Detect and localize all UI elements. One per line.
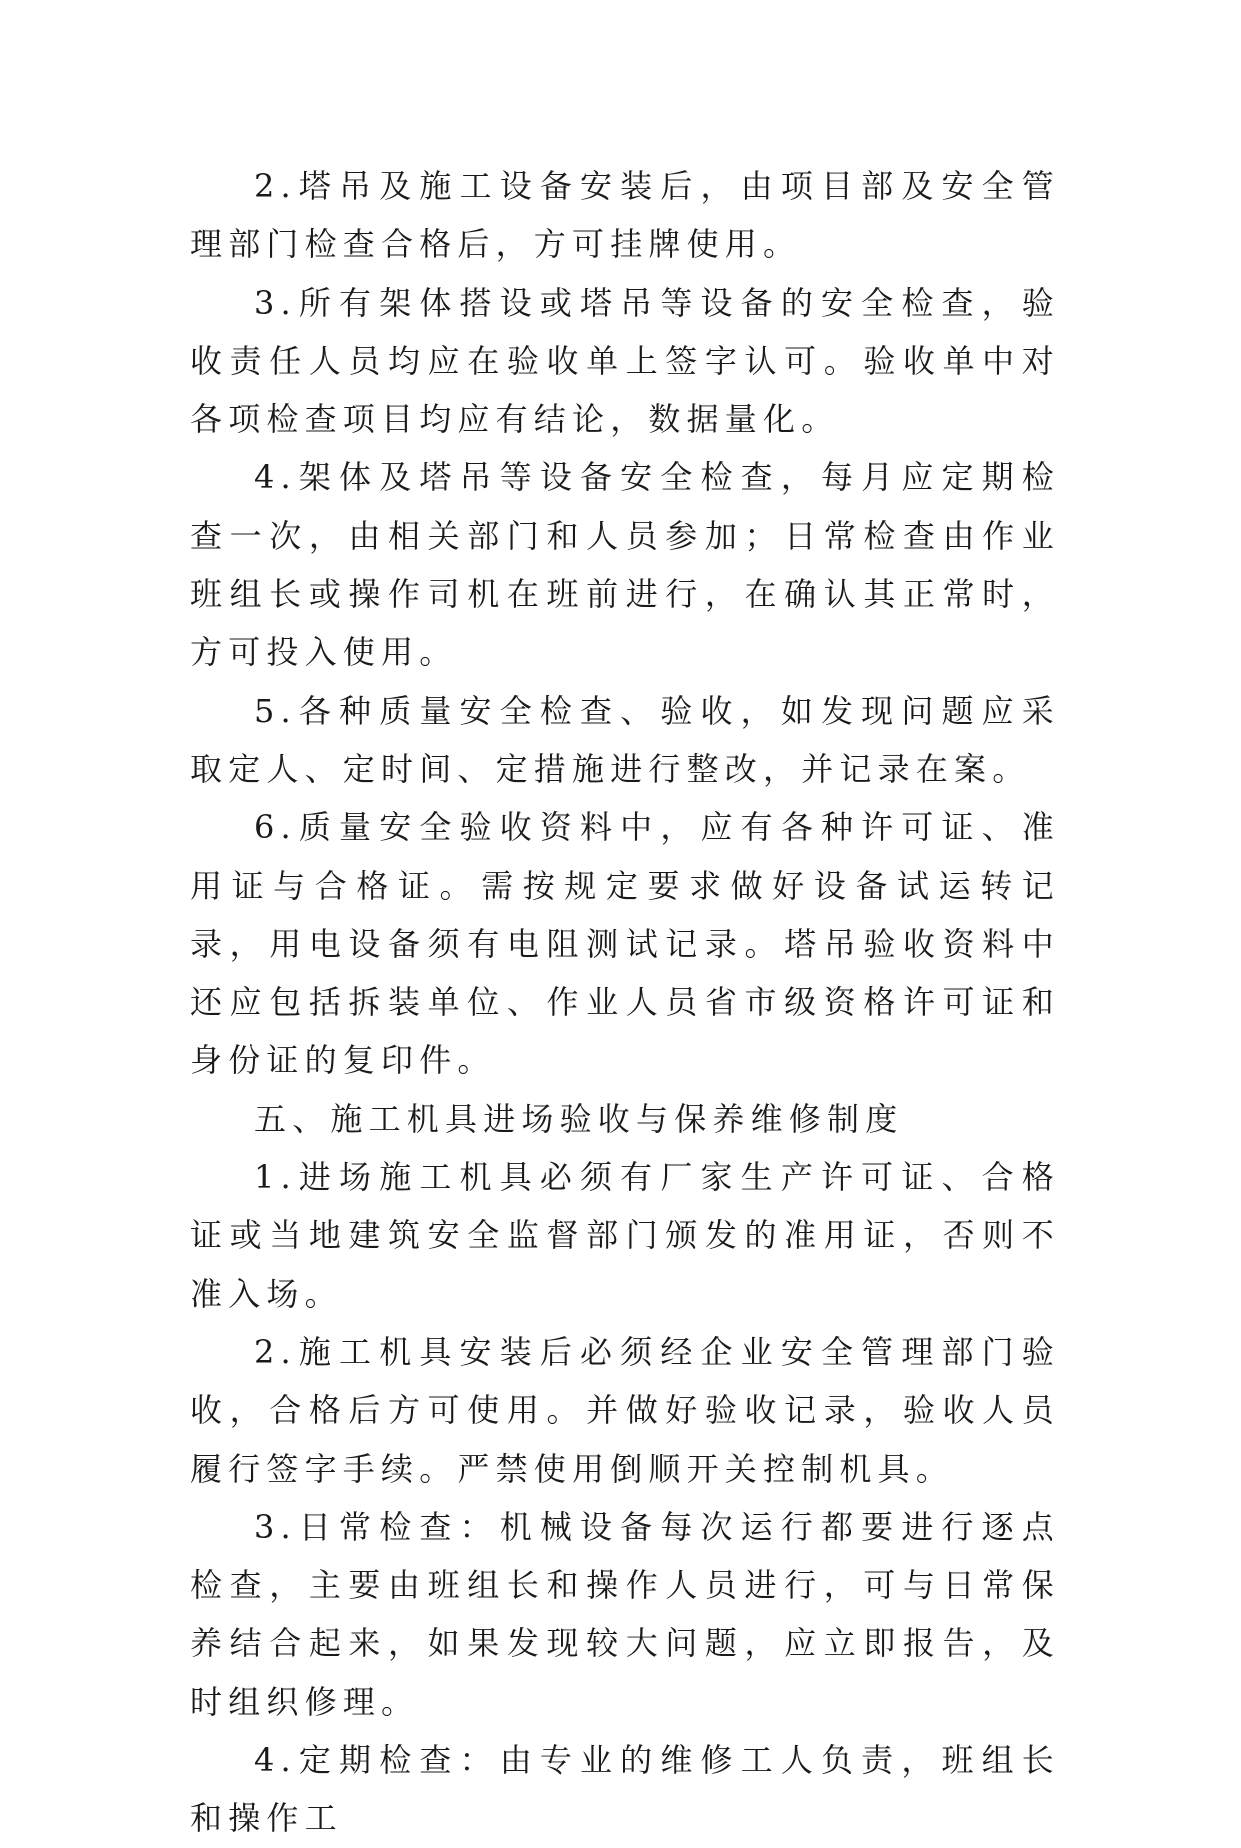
paragraph-item-2-machinery-acceptance: 2.施工机具安装后必须经企业安全管理部门验收，合格后方可使用。并做好验收记录，验收人员履行签字手续。严禁使用倒顺开关控制机具。	[190, 1332, 1060, 1488]
paragraph-item-3-daily-inspection: 3.日常检查：机械设备每次运行都要进行逐点检查，主要由班组长和操作人员进行，可与日常保养结合起来，如果发现较大问题，应立即报告，及时组织修理。	[190, 1507, 1060, 1721]
paragraph-item-6-acceptance-documents: 6.质量安全验收资料中，应有各种许可证、准用证与合格证。需按规定要求做好设备试运转记录，用电设备须有电阻测试记录。塔吊验收资料中还应包括拆装单位、作业人员省市级资格许可证和身份证的复印件。	[190, 808, 1060, 1080]
paragraph-item-1-machinery-entry: 1.进场施工机具必须有厂家生产许可证、合格证或当地建筑安全监督部门颁发的准用证，否则不准入场。	[190, 1158, 1060, 1313]
section-heading-five: 五、施工机具进场验收与保养维修制度	[254, 1099, 904, 1138]
paragraph-item-2-tower-crane-inspection: 2.塔吊及施工设备安装后，由项目部及安全管理部门检查合格后，方可挂牌使用。	[190, 167, 1060, 264]
paragraph-item-5-rectification: 5.各种质量安全检查、验收，如发现问题应采取定人、定时间、定措施进行整改，并记录在案。	[190, 691, 1060, 788]
paragraph-item-3-acceptance-signature: 3.所有架体搭设或塔吊等设备的安全检查，验收责任人员均应在验收单上签字认可。验收单中对各项检查项目均应有结论，数据量化。	[190, 283, 1060, 439]
paragraph-item-4-periodic-inspection: 4.定期检查：由专业的维修工人负责，班组长和操作工	[190, 1741, 1060, 1838]
paragraph-item-4-monthly-inspection: 4.架体及塔吊等设备安全检查，每月应定期检查一次，由相关部门和人员参加；日常检查由作业班组长或操作司机在班前进行，在确认其正常时，方可投入使用。	[190, 458, 1060, 672]
document-page	[190, 157, 1060, 1848]
